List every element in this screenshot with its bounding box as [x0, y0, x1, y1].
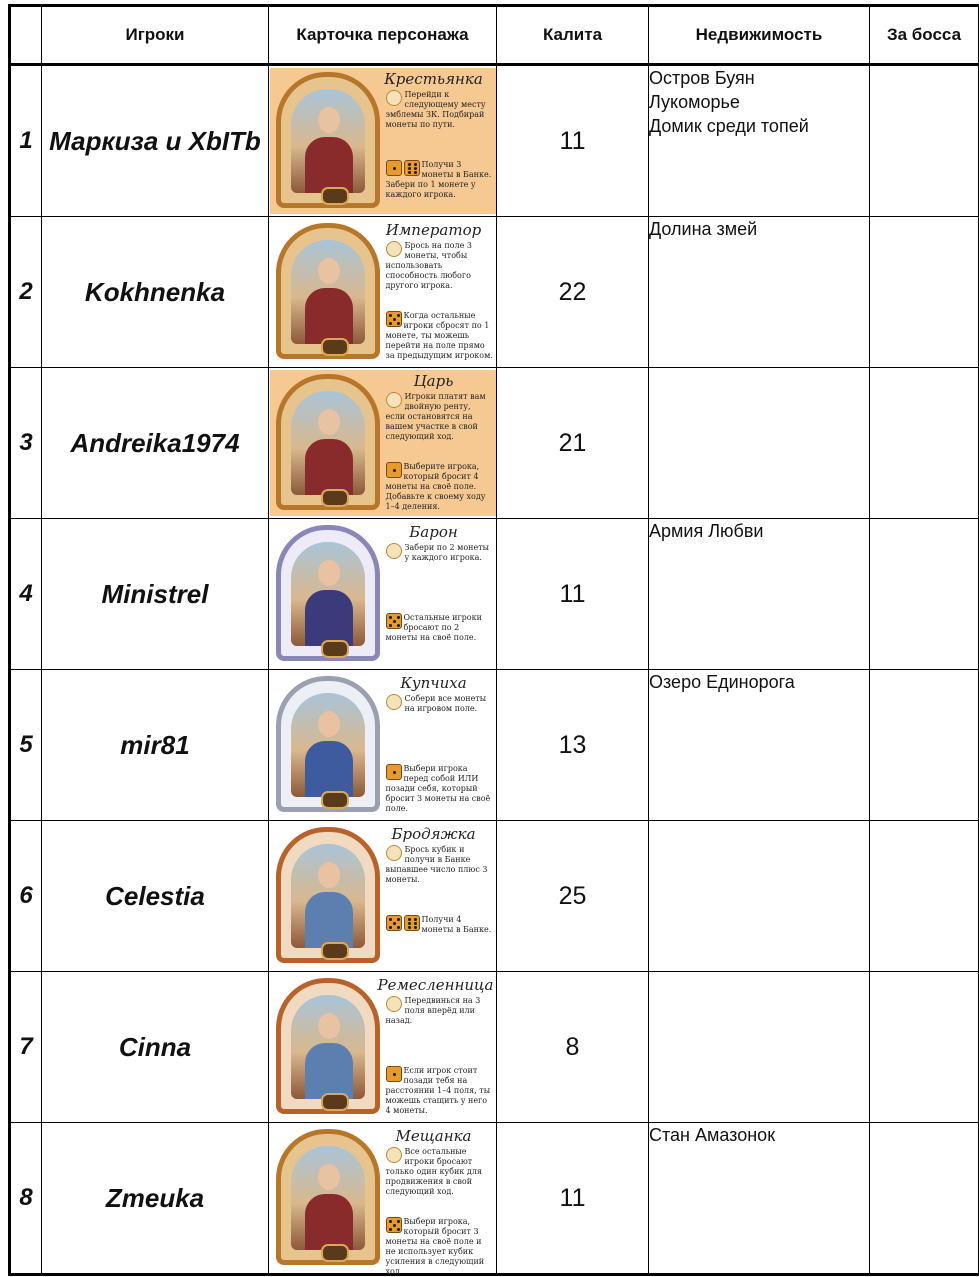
- portrait-frame: [276, 525, 380, 661]
- player-row: [10, 821, 979, 972]
- boss-cell: [870, 217, 979, 368]
- character-card: [270, 521, 496, 667]
- card-ability: [386, 392, 492, 442]
- character-card: [270, 974, 496, 1120]
- player-row: [10, 65, 979, 217]
- portrait-frame: [276, 978, 380, 1114]
- portrait-frame: [276, 827, 380, 963]
- realty-list: [649, 65, 870, 217]
- portrait-frame: [276, 72, 380, 208]
- card-ability-text: Игроки платят вам двойную ренту, если остановятся на вашем участке в свой следующий ход.: [385, 392, 486, 441]
- card-dice-ability: [386, 462, 494, 512]
- emblem-icon: [321, 1244, 349, 1262]
- boss-cell: [870, 65, 979, 217]
- die-icon: [404, 915, 420, 931]
- character-portrait: [291, 542, 365, 646]
- character-card-cell: [269, 65, 497, 217]
- card-title: Мещанка: [395, 1127, 472, 1145]
- character-portrait: [291, 1146, 365, 1250]
- emblem-icon: [321, 640, 349, 658]
- character-card-cell: [269, 670, 497, 821]
- card-dice-text: Выбери игрока перед собой ИЛИ позади себя, который бросит 3 монеты на своё поле.: [385, 764, 491, 813]
- portrait-frame: [276, 374, 380, 510]
- crown-seal-icon: [386, 543, 402, 559]
- die-icon: [386, 915, 402, 931]
- player-row: [10, 519, 979, 670]
- header-purse: Калита: [497, 6, 649, 65]
- realty-item: Долина змей: [649, 219, 758, 239]
- character-card-cell: [269, 1123, 497, 1275]
- character-portrait: [291, 995, 365, 1099]
- realty-item: Лукоморье: [649, 92, 740, 112]
- card-ability: [386, 996, 492, 1026]
- portrait-frame: [276, 1129, 380, 1265]
- card-dice-ability: [386, 1217, 494, 1277]
- row-number: 3: [10, 368, 42, 519]
- card-dice-text: Если игрок стоит позади тебя на расстоянии 1–4 поля, ты можешь стащить у него 4 монеты.: [385, 1066, 491, 1115]
- emblem-icon: [321, 187, 349, 205]
- row-number: 2: [10, 217, 42, 368]
- card-dice-ability: [386, 613, 494, 643]
- character-portrait: [291, 89, 365, 193]
- purse-value: 8: [497, 972, 649, 1123]
- card-ability: [386, 543, 492, 563]
- crown-seal-icon: [386, 996, 402, 1012]
- die-icon: [386, 462, 402, 478]
- card-ability: [386, 694, 492, 714]
- card-dice-ability: [386, 1066, 494, 1116]
- realty-list: [649, 972, 870, 1123]
- character-card: [270, 672, 496, 818]
- purse-value: 11: [497, 519, 649, 670]
- boss-cell: [870, 670, 979, 821]
- row-number: 8: [10, 1123, 42, 1275]
- die-icon: [386, 160, 402, 176]
- emblem-icon: [321, 489, 349, 507]
- character-card-cell: [269, 519, 497, 670]
- card-title: Крестьянка: [384, 70, 483, 88]
- realty-list: [649, 519, 870, 670]
- header-players: Игроки: [42, 6, 269, 65]
- card-ability-text: Перейди к следующему месту эмблемы ЗК. Подбирай монеты по пути.: [385, 90, 486, 129]
- card-ability-text: Собери все монеты на игровом поле.: [404, 694, 487, 713]
- realty-item: Остров Буян: [649, 68, 755, 88]
- die-icon: [386, 613, 402, 629]
- realty-list: [649, 821, 870, 972]
- realty-item: Домик среди топей: [649, 116, 809, 136]
- card-dice-text: Выберите игрока, который бросит 4 монеты на своё поле. Добавьте к своему ходу 1–4 деления.: [385, 462, 486, 511]
- purse-value: 21: [497, 368, 649, 519]
- row-number: 4: [10, 519, 42, 670]
- player-name: Маркиза и XbITb: [42, 65, 269, 217]
- header-boss: За босса: [870, 6, 979, 65]
- card-ability-text: Брось на поле 3 монеты, чтобы использовать способность любого другого игрока.: [385, 241, 472, 290]
- character-card: [270, 68, 496, 214]
- card-ability: [386, 845, 492, 885]
- crown-seal-icon: [386, 90, 402, 106]
- players-table: [8, 4, 979, 1276]
- realty-item: Армия Любви: [649, 521, 764, 541]
- player-name: Kokhnenka: [42, 217, 269, 368]
- realty-item: Озеро Единорога: [649, 672, 795, 692]
- crown-seal-icon: [386, 845, 402, 861]
- card-ability: [386, 1147, 492, 1197]
- crown-seal-icon: [386, 241, 402, 257]
- character-card: [270, 823, 496, 969]
- card-dice-ability: [386, 915, 494, 935]
- card-dice-text: Получи 4 монеты в Банке.: [421, 915, 492, 934]
- header-card: Карточка персонажа: [269, 6, 497, 65]
- emblem-icon: [321, 338, 349, 356]
- character-card: [270, 219, 496, 365]
- boss-cell: [870, 519, 979, 670]
- character-card-cell: [269, 821, 497, 972]
- card-title: Царь: [413, 372, 454, 390]
- player-name: Zmeuka: [42, 1123, 269, 1275]
- header-num: [10, 6, 42, 65]
- purse-value: 11: [497, 65, 649, 217]
- crown-seal-icon: [386, 1147, 402, 1163]
- emblem-icon: [321, 791, 349, 809]
- character-portrait: [291, 391, 365, 495]
- die-icon: [386, 311, 402, 327]
- player-name: mir81: [42, 670, 269, 821]
- crown-seal-icon: [386, 694, 402, 710]
- realty-list: [649, 670, 870, 821]
- header-row: [10, 6, 979, 65]
- card-ability-text: Забери по 2 монеты у каждого игрока.: [404, 543, 490, 562]
- card-ability-text: Брось кубик и получи в Банке выпавшее число плюс 3 монеты.: [385, 845, 488, 884]
- boss-cell: [870, 821, 979, 972]
- character-portrait: [291, 693, 365, 797]
- die-icon: [386, 764, 402, 780]
- boss-cell: [870, 972, 979, 1123]
- character-portrait: [291, 240, 365, 344]
- card-title: Купчиха: [400, 674, 467, 692]
- character-card: [270, 1125, 496, 1276]
- row-number: 1: [10, 65, 42, 217]
- row-number: 7: [10, 972, 42, 1123]
- purse-value: 22: [497, 217, 649, 368]
- card-dice-text: Когда остальные игроки сбросят по 1 монете, ты можешь перейти на поле прямо за предыдущим игроком.: [385, 311, 493, 360]
- player-row: [10, 1123, 979, 1275]
- character-portrait: [291, 844, 365, 948]
- card-dice-text: Получи 3 монеты в Банке. Забери по 1 монете у каждого игрока.: [385, 160, 492, 199]
- character-card-cell: [269, 217, 497, 368]
- card-dice-text: Выбери игрока, который бросит 3 монеты на своё поле и не использует кубик усиления в следующий ход.: [385, 1217, 485, 1276]
- character-card-cell: [269, 368, 497, 519]
- card-title: Бродяжка: [391, 825, 476, 843]
- player-row: [10, 368, 979, 519]
- purse-value: 11: [497, 1123, 649, 1275]
- realty-item: Стан Амазонок: [649, 1125, 776, 1145]
- realty-list: [649, 1123, 870, 1275]
- player-row: [10, 670, 979, 821]
- card-dice-ability: [386, 160, 494, 200]
- card-title: Император: [385, 221, 482, 239]
- emblem-icon: [321, 1093, 349, 1111]
- card-ability: [386, 241, 492, 291]
- die-icon: [386, 1217, 402, 1233]
- player-row: [10, 217, 979, 368]
- card-dice-ability: [386, 764, 494, 814]
- card-title: Барон: [409, 523, 458, 541]
- player-name: Cinna: [42, 972, 269, 1123]
- die-icon: [386, 1066, 402, 1082]
- row-number: 6: [10, 821, 42, 972]
- portrait-frame: [276, 676, 380, 812]
- player-name: Andreika1974: [42, 368, 269, 519]
- emblem-icon: [321, 942, 349, 960]
- player-name: Ministrel: [42, 519, 269, 670]
- card-title: Ремесленница: [377, 976, 494, 994]
- header-realty: Недвижимость: [649, 6, 870, 65]
- player-name: Celestia: [42, 821, 269, 972]
- character-card: [270, 370, 496, 516]
- portrait-frame: [276, 223, 380, 359]
- realty-list: [649, 368, 870, 519]
- boss-cell: [870, 368, 979, 519]
- purse-value: 13: [497, 670, 649, 821]
- row-number: 5: [10, 670, 42, 821]
- card-ability: [386, 90, 492, 130]
- card-ability-text: Все остальные игроки бросают только один кубик для продвижения в свой следующий ход.: [385, 1147, 482, 1196]
- card-dice-text: Остальные игроки бросают по 2 монеты на своё поле.: [385, 613, 482, 642]
- crown-seal-icon: [386, 392, 402, 408]
- die-icon: [404, 160, 420, 176]
- player-row: [10, 972, 979, 1123]
- character-card-cell: [269, 972, 497, 1123]
- realty-list: [649, 217, 870, 368]
- card-ability-text: Передвинься на 3 поля вперёд или назад.: [385, 996, 481, 1025]
- purse-value: 25: [497, 821, 649, 972]
- card-dice-ability: [386, 311, 494, 361]
- boss-cell: [870, 1123, 979, 1275]
